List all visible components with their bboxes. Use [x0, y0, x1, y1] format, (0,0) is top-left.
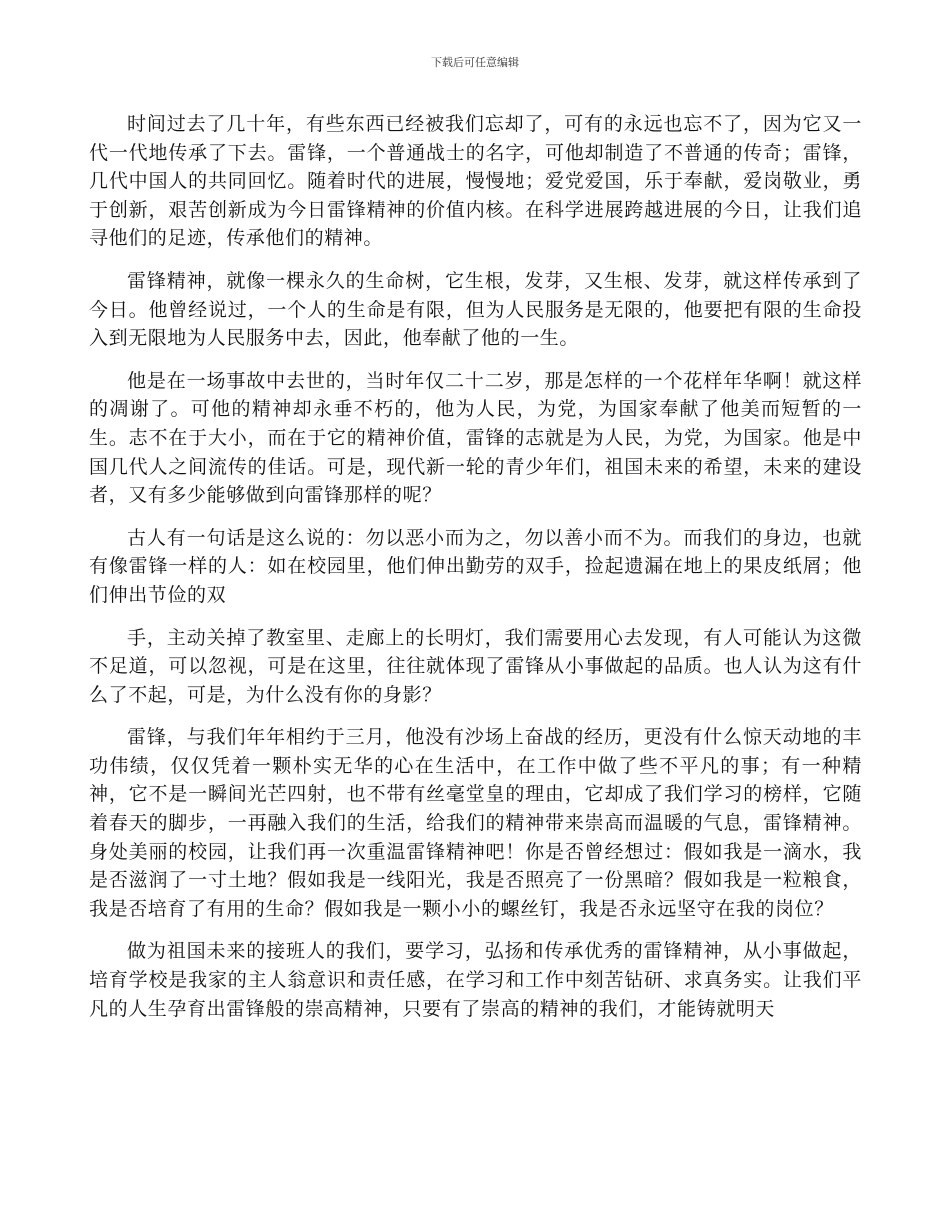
paragraph-5: 手，主动关掉了教室里、走廊上的长明灯，我们需要用心去发现，有人可能认为这微不足道，可以忽视，可是在这里，往往就体现了雷锋从小事做起的品质。也人认为这有什么了不起，可是，为什么没有你的身影？	[89, 626, 862, 706]
paragraph-7: 做为祖国未来的接班人的我们，要学习，弘扬和传承优秀的雷锋精神，从小事做起，培育学校是我家的主人翁意识和责任感，在学习和工作中刻苦钻研、求真务实。让我们平凡的人生孕育出雷锋般的崇高精神，只要有了崇高的精神的我们，才能铸就明天	[89, 940, 862, 1020]
paragraph-1: 时间过去了几十年，有些东西已经被我们忘却了，可有的永远也忘不了，因为它又一代一代地传承了下去。雷锋，一个普通战士的名字，可他却制造了不普通的传奇；雷锋，几代中国人的共同回忆。随着时代的进展，慢慢地；爱党爱国，乐于奉献，爱岗敬业，勇于创新，艰苦创新成为今日雷锋精神的价值内核。在科学进展跨越进展的今日，让我们追寻他们的足迹，传承他们的精神。	[89, 113, 862, 250]
paragraph-3: 他是在一场事故中去世的，当时年仅二十二岁，那是怎样的一个花样年华啊！就这样的凋谢了。可他的精神却永垂不朽的，他为人民，为党，为国家奉献了他美而短暂的一生。志不在于大小，而在于它的精神价值，雷锋的志就是为人民，为党，为国家。他是中国几代人之间流传的佳话。可是，现代新一轮的青少年们，祖国未来的希望，未来的建设者，又有多少能够做到向雷锋那样的呢？	[89, 369, 862, 507]
paragraph-2: 雷锋精神，就像一棵永久的生命树，它生根，发芽，又生根、发芽，就这样传承到了今日。他曾经说过，一个人的生命是有限，但为人民服务是无限的，他要把有限的生命投入到无限地为人民服务中去，因此，他奉献了他的一生。	[89, 269, 862, 350]
document-body	[89, 110, 862, 1037]
paragraph-4: 古人有一句话是这么说的：勿以恶小而为之，勿以善小而不为。而我们的身边，也就有像雷锋一样的人：如在校园里，他们伸出勤劳的双手，捡起遗漏在地上的果皮纸屑；他们伸出节俭的双	[89, 526, 862, 606]
paragraph-6: 雷锋，与我们年年相约于三月，他没有沙场上奋战的经历，更没有什么惊天动地的丰功伟绩，仅仅凭着一颗朴实无华的心在生活中，在工作中做了些不平凡的事；有一种精神，它不是一瞬间光芒四射，也不带有丝毫堂皇的理由，它却成了我们学习的榜样，它随着春天的脚步，一再融入我们的生活，给我们的精神带来崇高而温暖的气息，雷锋精神。身处美丽的校园，让我们再一次重温雷锋精神吧！你是否曾经想过：假如我是一滴水，我是否滋润了一寸土地？假如我是一线阳光，我是否照亮了一份黑暗？假如我是一粒粮食，我是否培育了有用的生命？假如我是一颗小小的螺丝钉，我是否永远坚守在我的岗位？	[89, 726, 862, 920]
page-header-note: 下载后可任意编辑	[431, 56, 519, 69]
